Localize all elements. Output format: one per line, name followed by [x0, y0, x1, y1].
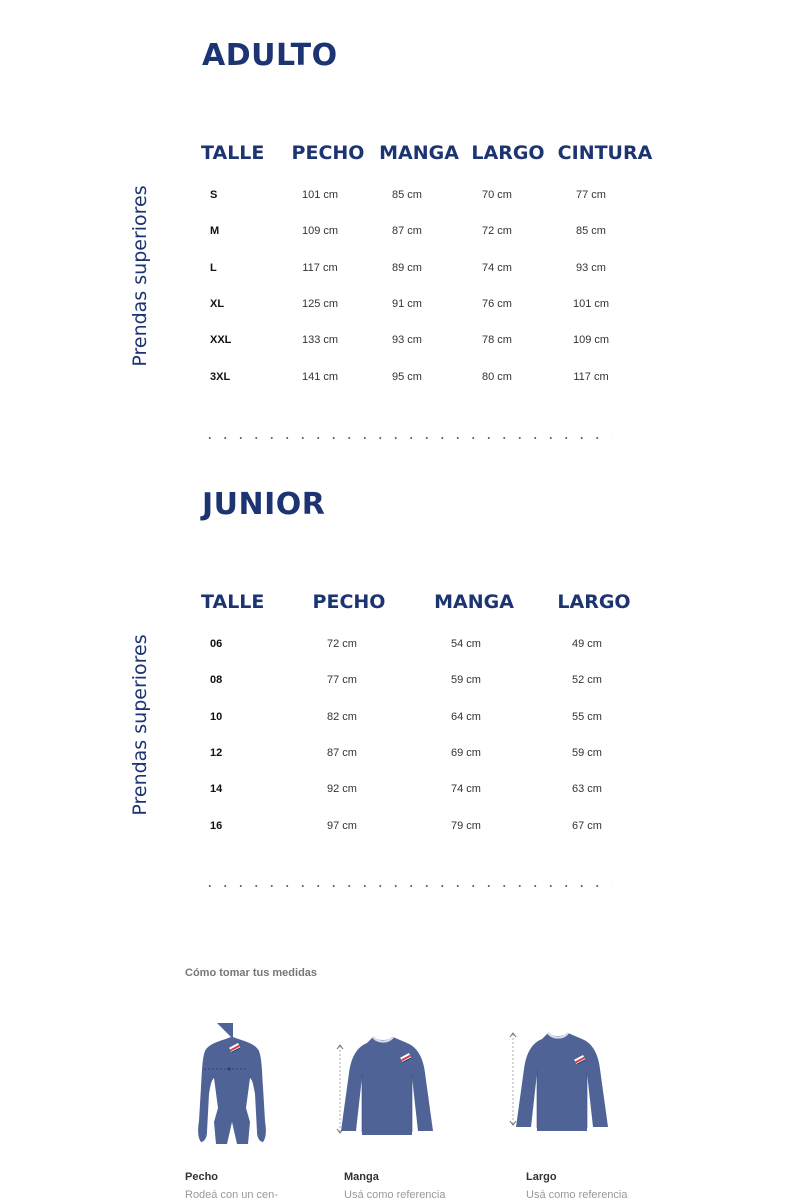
section-divider — [202, 437, 612, 439]
measurement-value: 78 cm — [482, 334, 512, 347]
column-header-talle: TALLE — [201, 591, 265, 613]
measurement-value: 52 cm — [572, 674, 602, 687]
howto-item-title: Pecho — [185, 1171, 219, 1183]
measurement-value: 141 cm — [301, 370, 339, 383]
measurement-value: 92 cm — [327, 783, 357, 796]
measurement-value: 72 cm — [482, 225, 512, 238]
column-header-largo: LARGO — [557, 591, 631, 613]
size-label: L — [210, 261, 217, 274]
measurement-value: 80 cm — [482, 370, 512, 383]
column-header-pecho: PECHO — [291, 142, 365, 164]
column-header-manga: MANGA — [434, 591, 514, 613]
column-header-talle: TALLE — [201, 142, 265, 164]
size-label: 16 — [210, 819, 223, 832]
measurement-value: 70 cm — [482, 189, 512, 201]
measurement-value: 67 cm — [572, 819, 602, 832]
measurement-value: 59 cm — [451, 674, 481, 687]
measurement-value: 125 cm — [301, 297, 339, 310]
howto-item-desc: Usá como referencia — [526, 1189, 628, 1201]
measurement-value: 79 cm — [451, 819, 481, 832]
size-label: 08 — [210, 674, 223, 687]
torso-icon — [182, 1020, 268, 1150]
junior-side-label: Prendas superiores — [129, 634, 151, 816]
measurement-value: 109 cm — [301, 225, 339, 238]
measurement-value: 93 cm — [392, 334, 422, 347]
adult-side-label: Prendas superiores — [129, 185, 151, 367]
size-label: 14 — [210, 783, 223, 796]
column-header-largo: LARGO — [471, 142, 545, 164]
measurement-value: 77 cm — [576, 189, 606, 201]
size-label: 3XL — [210, 370, 231, 383]
measurement-value: 97 cm — [327, 819, 357, 832]
measurement-value: 54 cm — [451, 638, 481, 650]
measurement-value: 117 cm — [573, 370, 609, 383]
howto-item-desc: Usá como referencia — [344, 1189, 446, 1201]
column-header-manga: MANGA — [379, 142, 459, 164]
size-label: XXL — [210, 334, 232, 347]
measurement-value: 133 cm — [301, 334, 339, 347]
size-label: 06 — [210, 638, 223, 650]
measurement-value: 49 cm — [572, 638, 602, 650]
size-label: 12 — [210, 746, 223, 759]
measurement-value: 101 cm — [572, 297, 610, 310]
howto-item-title: Largo — [526, 1171, 557, 1183]
measurement-value: 59 cm — [572, 746, 602, 759]
measurement-value: 63 cm — [572, 783, 602, 796]
measurement-value: 85 cm — [576, 225, 606, 238]
column-header-cintura: CINTURA — [557, 142, 653, 164]
measurement-value: 87 cm — [327, 746, 357, 759]
shirt-sleeve-icon — [333, 1034, 439, 1138]
column-header-pecho: PECHO — [312, 591, 386, 613]
size-label: S — [210, 189, 218, 201]
measurement-value: 93 cm — [576, 261, 606, 274]
howto-item-title: Manga — [344, 1171, 379, 1183]
size-label: 10 — [210, 710, 223, 723]
measurement-value: 69 cm — [451, 746, 481, 759]
howto-item-desc: Rodeá con un cen- — [185, 1189, 278, 1201]
measurement-value: 87 cm — [392, 225, 422, 238]
measurement-value: 85 cm — [392, 189, 422, 201]
size-label: M — [210, 225, 220, 238]
measurement-value: 64 cm — [451, 710, 481, 723]
size-label: XL — [210, 297, 225, 310]
measurement-value: 82 cm — [327, 710, 357, 723]
measurement-value: 72 cm — [327, 638, 357, 650]
measurement-value: 74 cm — [482, 261, 512, 274]
measurement-value: 77 cm — [327, 674, 357, 687]
junior-section-title: JUNIOR — [202, 487, 326, 522]
section-divider — [202, 885, 612, 887]
howto-title: Cómo tomar tus medidas — [185, 967, 318, 979]
measurement-value: 89 cm — [392, 261, 422, 274]
measurement-value: 91 cm — [392, 297, 422, 310]
measurement-value: 55 cm — [572, 710, 602, 723]
measurement-value: 95 cm — [392, 370, 422, 383]
shirt-length-icon — [504, 1028, 612, 1134]
measurement-value: 117 cm — [302, 261, 338, 274]
measurement-value: 109 cm — [572, 334, 610, 347]
measurement-value: 101 cm — [301, 189, 339, 201]
measurement-value: 74 cm — [451, 783, 481, 796]
adult-section-title: ADULTO — [202, 38, 338, 73]
measurement-value: 76 cm — [482, 297, 512, 310]
